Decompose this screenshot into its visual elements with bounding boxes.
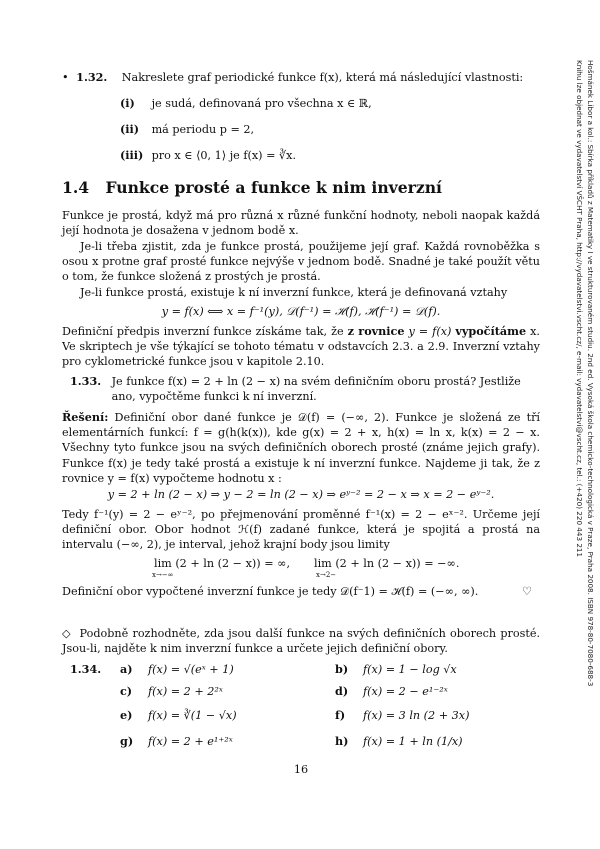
limit-expression: [154, 556, 290, 579]
section-heading: [62, 180, 442, 195]
solution-derivation-formula: y = 2 + ln (2 − x) ⇒ y − 2 = ln (2 − x) ⇒ eʸ⁻² = 2 − x ⇒ x = 2 − eʸ⁻².: [107, 488, 495, 501]
exercise-formula: f(x) = 2 + e¹⁺²ˣ: [148, 735, 233, 748]
exercise-number-text: 1.34.: [70, 662, 102, 676]
problem-text: Je funkce f(x) = 2 + ln (2 − x) na svém definičním oboru prostá? Jestliže ano, vypočtěme funkci k ní inverzní.: [111, 375, 521, 404]
limit-subscript: x→−∞: [152, 571, 174, 580]
exercises-intro-text: Podobně rozhodněte, zda jsou další funkce na svých definičních oborech prosté. Jsou-li, najděte k nim inverzní funkce a určete jejich definiční obory.: [62, 627, 541, 656]
bold-text: z rovnice: [347, 324, 405, 338]
exercises-intro: [62, 626, 540, 656]
solution-paragraph: Tedy f⁻¹(y) = 2 − eʸ⁻², po přejmenování proměnné f⁻¹(x) = 2 − eˣ⁻². Určeme její definiční obor. Obor hodnot ℋ(f) zadané funkce, která je spojitá a prostá na intervalu (−∞, 2), je interval, jehož krajní body jsou limity: [62, 508, 540, 552]
property-item: [120, 148, 296, 163]
item-label: (i): [120, 96, 135, 110]
publisher-sidebar: [566, 60, 596, 740]
text: Definiční předpis inverzní funkce získáme tak, že: [62, 325, 348, 338]
property-item: [120, 122, 254, 137]
item-label: (ii): [120, 122, 140, 136]
section-number: 1.4: [62, 178, 90, 197]
intro-paragraph: Je-li třeba zjistit, zda je funkce prostá, použijeme její graf. Každá rovnoběžka s osou x protne graf prosté funkce nejvýše v jednom bodě. Snadné je také použít větu o tom, že funkce složená z prostých je prostá.: [62, 240, 540, 284]
exercise-label: g): [120, 734, 134, 748]
intro-paragraph: Je-li funkce prostá, existuje k ní inverzní funkce, která je definovaná vztahy: [80, 286, 508, 299]
limit-subscript: x→2−: [316, 571, 337, 580]
exercise-label: a): [120, 662, 133, 676]
exercise-formula: f(x) = 1 + ln (1/x): [363, 735, 463, 748]
text: x. Ve skriptech je vše týkající se tohoto tématu v odstavcích 2.3. a 2.9. Inverzní vztahy pro cyklometrické funkce jsou v kapitole 2.10.: [62, 325, 540, 369]
solution-text: Definiční obor dané funkce je 𝒟(f) = (−∞, 2). Funkce je složená ze tří elementárních funkcí: f = g(h(k(x)), kde g(x) = 2 + x, h(x) = ln x, k(x) = 2 − x. Všechny tyto funkce jsou na svých definičních oborech prosté (známe jejich grafy). Funkce f(x) je tedy také prostá a existuje k ní inverzní funkce. Najdeme ji tak, že z rovnice y = f(x) vypočteme hodnotu x :: [62, 411, 540, 485]
item-text: pro x ∈ ⟨0, 1⟩ je f(x) = ∛x.: [151, 149, 297, 162]
exercise-formula: f(x) = √(eˣ + 1): [148, 663, 234, 676]
limit-expression: [314, 556, 459, 579]
exercise-formula: f(x) = 1 − log √x: [363, 663, 457, 676]
property-item: [120, 96, 372, 111]
exercise-label: e): [120, 708, 133, 722]
exercise-formula: f(x) = ∛(1 − √x): [148, 709, 237, 722]
limit-text: lim (2 + ln (2 − x)) = −∞.: [314, 557, 460, 570]
item-label: (iii): [120, 148, 144, 162]
problem-1-32: [62, 70, 540, 85]
bold-text: vypočítáme: [455, 324, 527, 338]
intro-paragraph: Funkce je prostá, když má pro různá x různé funkční hodnoty, neboli naopak každá její hodnota je dosažena v jednom bodě x.: [62, 209, 540, 238]
page-number: 16: [293, 763, 309, 776]
exercise-number: [70, 662, 101, 677]
problem-text: Nakreslete graf periodické funkce f(x), která má následující vlastnosti:: [121, 71, 524, 84]
section-title: Funkce prosté a funkce k nim inverzní: [105, 178, 442, 197]
sidebar-citation: Hošmánek Libor a kol.: Sbírka příkladů z Matematiky I ve strukturovaném studiu. 2nd ed. Vysoká škola chemicko-technologická v Praze, Praha 2008. ISBN 978-80-7080-688-3: [586, 60, 595, 687]
exercise-item: [335, 734, 463, 749]
item-text: je sudá, definovaná pro všechna x ∈ ℝ,: [151, 97, 372, 110]
exercise-label: b): [335, 662, 349, 676]
inverse-definition-formula: y = f(x) ⟺ x = f⁻¹(y), 𝒟(f⁻¹) = ℋ(f), ℋ(f⁻¹) = 𝒟(f).: [161, 305, 441, 318]
exercise-item: [335, 708, 469, 723]
limit-text: lim (2 + ln (2 − x)) = ∞,: [154, 557, 290, 570]
exercise-label: f): [335, 708, 346, 722]
intro-paragraph: [62, 324, 540, 370]
problem-1-33: [70, 374, 540, 404]
exercise-item: [120, 684, 223, 699]
exercise-formula: f(x) = 2 − e¹⁻²ˣ: [363, 685, 448, 698]
exercise-item: [335, 662, 457, 677]
exercise-label: c): [120, 684, 133, 698]
problem-number: 1.33.: [70, 374, 102, 388]
math-text: y = f(x): [404, 325, 456, 338]
item-text: má periodu p = 2,: [151, 123, 255, 136]
exercise-label: h): [335, 734, 349, 748]
solution-conclusion: [62, 584, 540, 599]
problem-number: 1.32.: [76, 70, 108, 84]
bullet: •: [62, 71, 69, 84]
exercise-formula: f(x) = 2 + 2²ˣ: [148, 685, 223, 698]
exercise-label: d): [335, 684, 349, 698]
solution-label: Řešení:: [62, 410, 109, 424]
conclusion-text: Definiční obor vypočtené inverzní funkce je tedy 𝒟(f⁻1) = ℋ(f) = (−∞, ∞).: [62, 585, 479, 598]
exercise-item: [120, 734, 233, 749]
sidebar-order-info: Knihu lze objednat ve vydavatelství VŠCHT Praha, http://vydavatelstvi.vscht.cz/, e-mail: vydavatelstvi@vscht.cz, tel.: (+420) 220 443 211: [575, 60, 584, 558]
end-of-solution-icon: ♡: [521, 585, 532, 598]
diamond-icon: ◇: [62, 627, 72, 640]
exercise-item: [120, 662, 234, 677]
exercise-item: [120, 708, 237, 723]
solution-paragraph: [62, 410, 540, 486]
exercise-item: [335, 684, 448, 699]
exercise-formula: f(x) = 3 ln (2 + 3x): [363, 709, 470, 722]
